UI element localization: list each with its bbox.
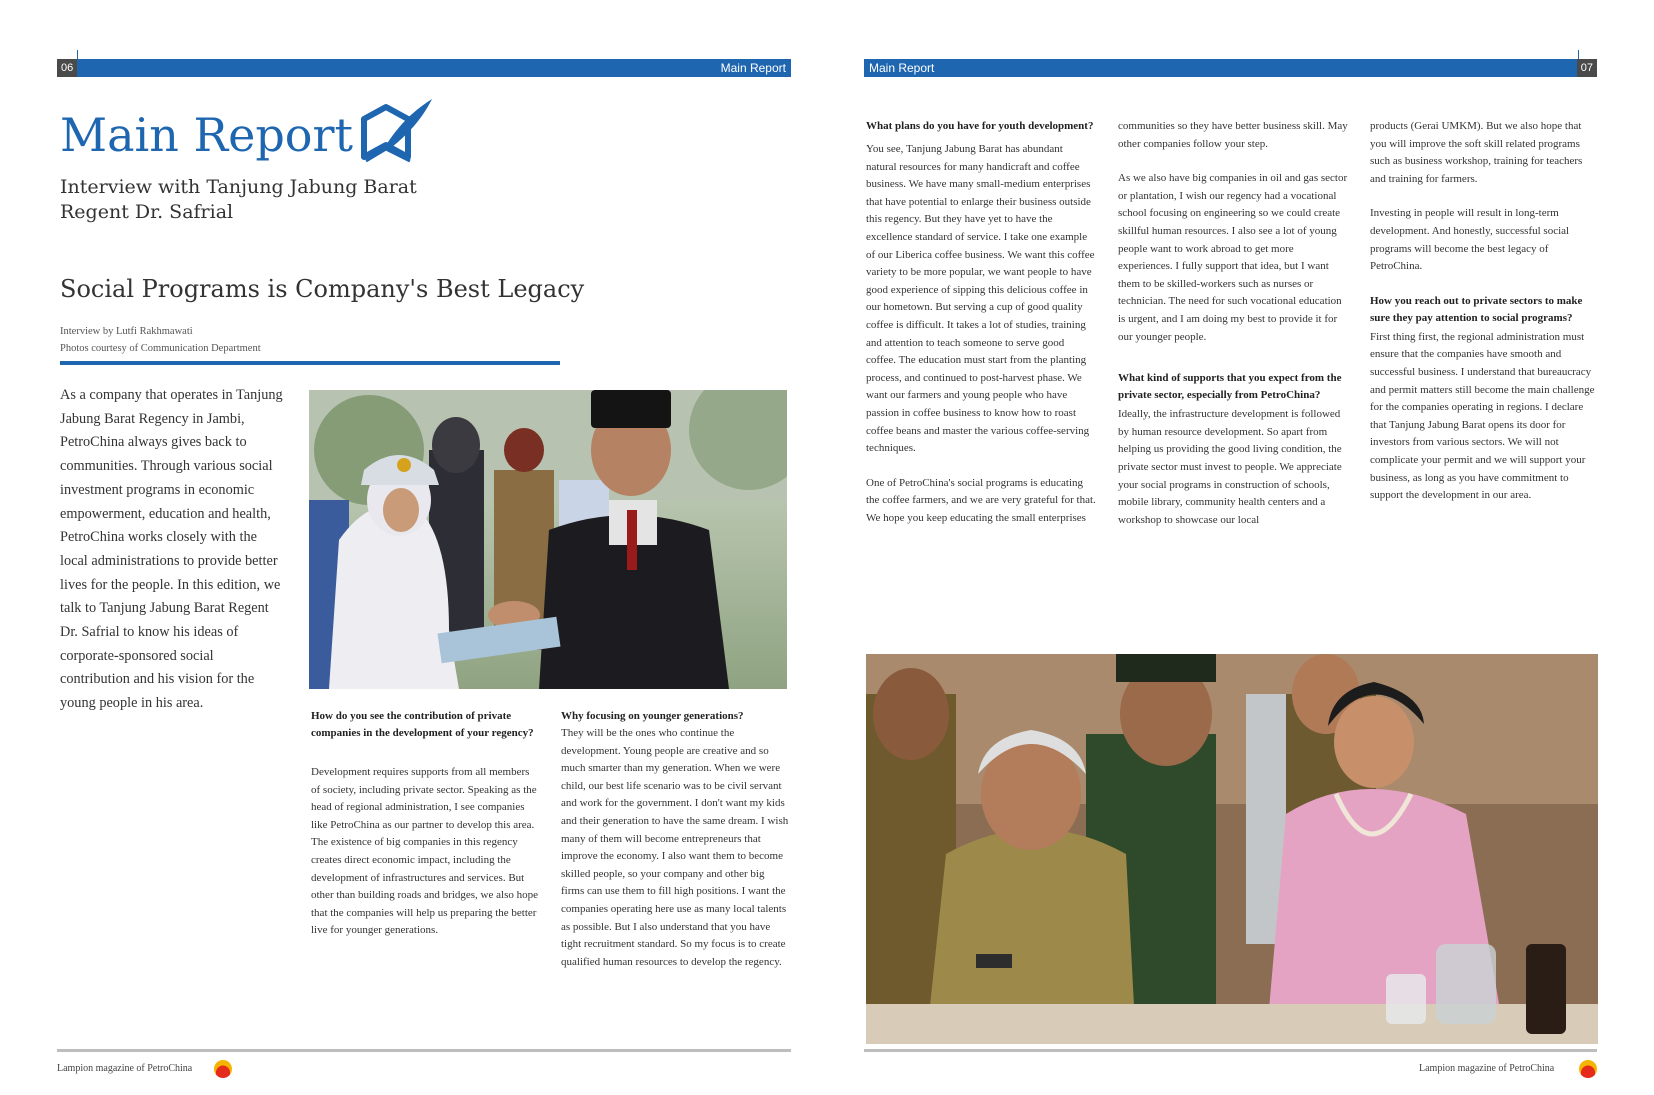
- question-younger-generations: Why focusing on younger generations?: [561, 710, 744, 722]
- subtitle-line1: Interview with Tanjung Jabung Barat: [60, 176, 417, 198]
- answer-private-support: Ideally, the infrastructure development is followed by human resource development. So apart from helping us providing the good living condition, the private sector must invest to people. We appreciate your social programs in construction of schools, mobile library, community health centers and a workshop to showcase our local: [1118, 408, 1342, 526]
- answer-youth-development: You see, Tanjung Jabung Barat has abundant natural resources for many handicraft and coffee business. We have many small-medium enterprises that have potential to enlarge their business outside this regency. But they have yet to have the excellence standard of service. I take one example of our Liberica coffee business. We want this coffee variety to be more popular, we want people to have good experience of sipping this delicious coffee in our hometown. But serving a cup of good quality coffee is difficult. It takes a lot of studies, training and attention to teach someone to serve good coffee. The education must start from the planting process, and continued to post-harvest phase. We want our farmers and young people who have passion in coffee business to know how to roast coffee beans and master the various coffee-serving techniques.: [866, 143, 1095, 455]
- answer-younger-generations: They will be the ones who continue the development. Young people are creative and so much smarter than my generation. When we were child, our best life scenario was to be civil servant and work for the government. I don't want my kids and their generation to have the same dream. I wish many of them will become entrepreneurs that improve the economy. I also want them to become skilled people, so your company and other big firms can use them to fill high positions. I want the companies operating here use as many local talents as possible. But I also understand that you have tight recruitment standard. So my focus is to create qualified human resources to develop the regency.: [561, 727, 789, 968]
- right-page-number: 07: [1577, 59, 1597, 77]
- column3-paragraph-2: Investing in people will result in long-term development. And honestly, successful social programs will become the best legacy of PetroChina.: [1370, 207, 1570, 273]
- quill-book-icon: [358, 97, 438, 169]
- left-header-bar: [57, 59, 791, 77]
- left-footer-text: Lampion magazine of PetroChina: [57, 1063, 193, 1074]
- right-header-bar: [864, 59, 1597, 77]
- column3-paragraph-1: products (Gerai UMKM). But we also hope that you will improve the soft skill related programs such as business workshop, training for teachers and training for farmers.: [1370, 120, 1583, 185]
- answer-youth-development-cont: One of PetroChina's social programs is educating the coffee farmers, and we are very grateful for that. We hope you keep educating the small enterprises: [866, 476, 1096, 524]
- right-column-1: [866, 118, 1096, 544]
- credit-interview: Interview by Lutfi Rakhmawati: [60, 326, 193, 337]
- column2-paragraph-1: communities so they have better business skill. May other companies follow your step.: [1118, 120, 1348, 150]
- handshake-photo: [309, 390, 787, 689]
- right-footer-rule: [864, 1049, 1597, 1052]
- page-title: Main Report: [60, 108, 353, 162]
- column2-paragraph-2: As we also have big companies in oil and gas sector or plantation, I wish our regency had a vocational school focusing on engineering so we could create skillful human resources. I also see a lot of young people want to work abroad to get more experiences. I fully support that idea, but I want them to be skilled-workers such as nurses or technician. The need for such vocational education is urgent, and I am doing my best to provide it for our younger people.: [1118, 172, 1348, 343]
- question-youth-development: What plans do you have for youth development?: [866, 120, 1094, 132]
- answer-reach-private-sectors: First thing first, the regional administration must ensure that the companies have smooth and successful business. I understand that bureaucracy and permit matters still become the main challenge for the companies operating in regions. I declare that Tanjung Jabung Barat opens its door for investors from various sectors. We will not complicate your permit and we will support your business, as long as you have commitment to support the development in our area.: [1370, 330, 1595, 502]
- question-contribution: How do you see the contribution of private companies in the development of your regency?: [311, 710, 534, 739]
- regent-coffee-photo: [866, 654, 1598, 1044]
- left-footer-rule: [57, 1049, 791, 1052]
- petrochina-logo-icon: [214, 1060, 232, 1078]
- right-footer-text: Lampion magazine of PetroChina: [1419, 1063, 1555, 1074]
- credit-photos: Photos courtesy of Communication Department: [60, 343, 261, 354]
- lead-paragraph: As a company that operates in Tanjung Jabung Barat Regency in Jambi, PetroChina always gives back to communities. Through various social investment programs in economic empowerment, education and health, PetroChina works closely with the local administrations to provide better lives for the people. In this edition, we talk to Tanjung Jabung Barat Regent Dr. Safrial to know his ideas of corporate-sponsored social contribution and his vision for the young people in his area.: [60, 387, 283, 712]
- left-page-number: 06: [57, 59, 77, 77]
- right-column-2: [1118, 118, 1348, 546]
- right-column-3: [1370, 118, 1598, 522]
- answer-contribution: Development requires supports from all members of society, including private sector. Speaking as the head of regional administration, I see companies like PetroChina as our partner to develop this area. The existence of big companies in this regency creates direct economic impact, including the development of infrastructures and services. But other than building roads and bridges, we also hope that the companies will help us preparing the better live for younger generations.: [311, 766, 538, 937]
- headline-underline: [60, 361, 560, 365]
- petrochina-logo-icon-right: [1579, 1060, 1597, 1078]
- subtitle-line2: Regent Dr. Safrial: [60, 201, 234, 223]
- question-private-support: What kind of supports that you expect from the private sector, especially from PetroChina?: [1118, 372, 1342, 402]
- right-section-label: Main Report: [869, 61, 935, 75]
- question-reach-private-sectors: How you reach out to private sectors to make sure they pay attention to social programs?: [1370, 294, 1583, 324]
- left-section-label: Main Report: [720, 61, 786, 75]
- article-headline: Social Programs is Company's Best Legacy: [60, 275, 585, 303]
